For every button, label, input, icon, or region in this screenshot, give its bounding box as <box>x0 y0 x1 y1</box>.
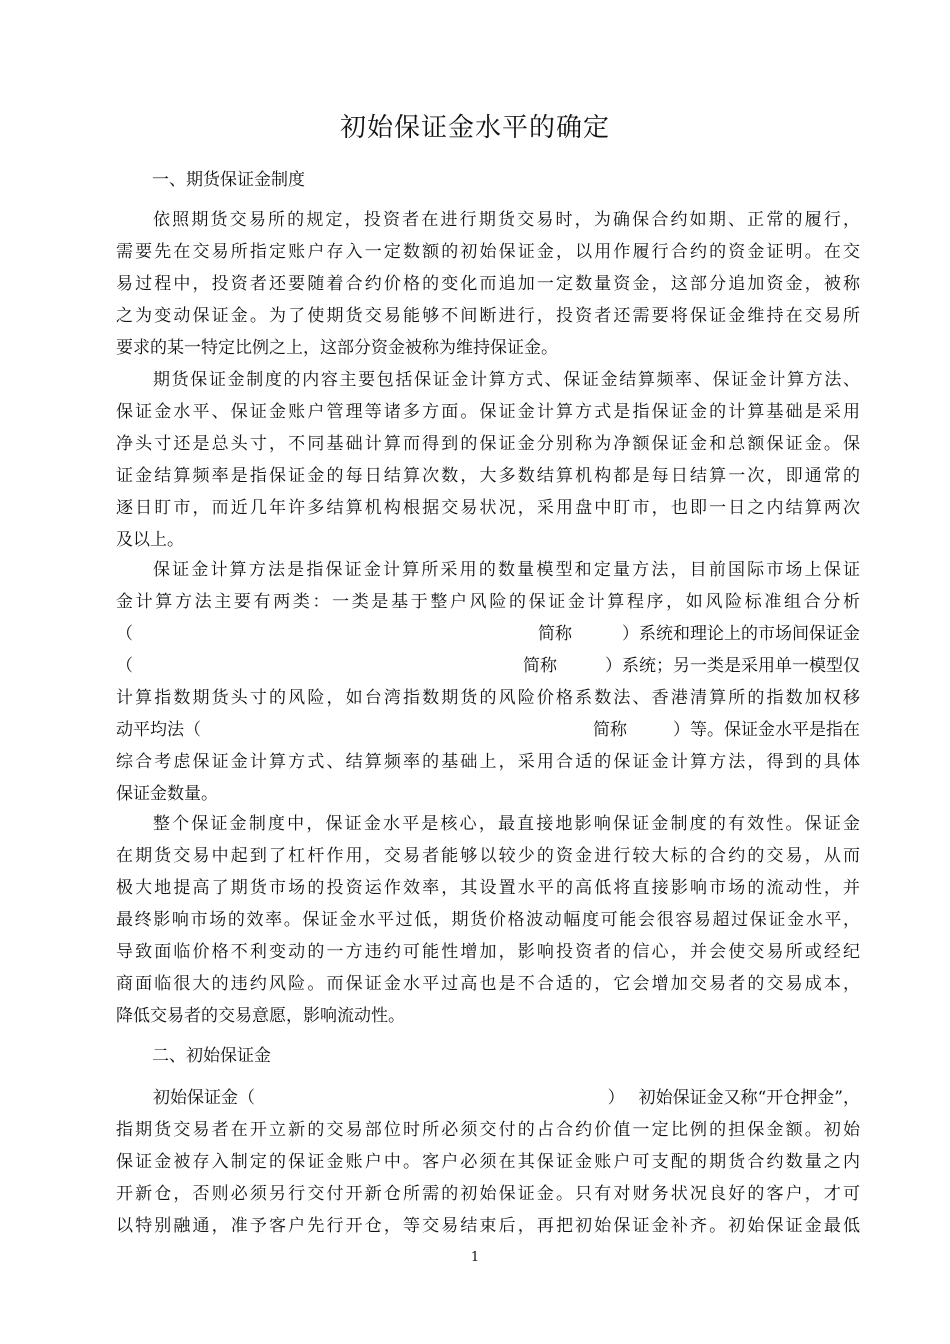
line-tail: 初始保证金又称“开仓押金”， <box>638 1088 860 1108</box>
abbr-label: 简称 <box>538 624 572 644</box>
paragraph-4 <box>116 808 860 1032</box>
paragraph-line: 净头寸还是总头寸，不同基础计算而得到的保证金分别称为净额保证金和总额保证金。保 <box>116 434 860 454</box>
paragraph-line: 开新仓，否则必须另行交付开新仓所需的初始保证金。只有对财务状况良好的客户，才可 <box>116 1184 860 1204</box>
paragraph-line-with-blank <box>116 650 860 682</box>
paragraph-line: 保证金数量。 <box>116 784 218 804</box>
paragraph-line: 计算指数期货头寸的风险，如台湾指数期货的风险价格系数法、香港清算所的指数加权移 <box>116 688 860 708</box>
paragraph-line: 及以上。 <box>116 530 184 550</box>
document-title: 初始保证金水平的确定 <box>339 113 610 143</box>
paragraph-line: 期货保证金制度的内容主要包括保证金计算方式、保证金结算频率、保证金计算方法、 <box>153 370 860 390</box>
paragraph-line: 最终影响市场的效率。保证金水平过低，期货价格波动幅度可能会很容易超过保证金水平， <box>116 910 860 930</box>
paragraph-line: 综合考虑保证金计算方式、结算频率的基础上，采用合适的保证金计算方法，得到的具体 <box>116 752 860 772</box>
paragraph-line: 以特别融通，准予客户先行开仓，等交易结束后，再把初始保证金补齐。初始保证金最低 <box>116 1216 860 1236</box>
paragraph-line: 金计算方法主要有两类：一类是基于整户风险的保证金计算程序，如风险标准组合分析 <box>116 592 860 612</box>
paragraph-line: 降低交易者的交易意愿，影响流动性。 <box>116 1006 405 1026</box>
paragraph-line: 证金结算频率是指保证金的每日结算次数，大多数结算机构都是每日结算一次，即通常的 <box>116 466 860 486</box>
page-number: 1 <box>470 1250 480 1265</box>
paragraph-line: 易过程中，投资者还要随着合约价格的变化而追加一定数量资金，这部分追加资金，被称 <box>116 274 860 294</box>
paragraph-line-with-blank <box>116 618 860 650</box>
paragraph-line: 指期货交易者在开立新的交易部位时所必须交付的占合约价值一定比例的担保金额。初始 <box>116 1120 860 1140</box>
paragraph-5 <box>116 1082 860 1242</box>
paragraph-line: 逐日盯市，而近几年许多结算机构根据交易状况，采用盘中盯市，也即一日之内结算两次 <box>116 498 860 518</box>
paragraph-line: 导致面临价格不利变动的一方违约可能性增加，影响投资者的信心，并会使交易所或经纪 <box>116 942 860 962</box>
paragraph-line: 保证金水平、保证金账户管理等诸多方面。保证金计算方式是指保证金的计算基础是采用 <box>116 402 860 422</box>
paragraph-line-with-blank <box>116 1082 860 1114</box>
paragraph-line: 极大地提高了期货市场的投资运作效率，其设置水平的高低将直接影响市场的流动性，并 <box>116 878 860 898</box>
abbr-label: 简称 <box>593 720 627 740</box>
paragraph-line: 依照期货交易所的规定，投资者在进行期货交易时，为确保合约如期、正常的履行， <box>153 210 860 230</box>
open-paren: （ <box>116 624 133 644</box>
paragraph-line: 保证金被存入制定的保证金账户中。客户必须在其保证金账户可支配的期货合约数量之内 <box>116 1152 860 1172</box>
line-head: 动平均法（ <box>116 720 201 740</box>
paragraph-line: 要求的某一特定比例之上，这部分资金被称为维持保证金。 <box>116 338 558 358</box>
open-paren: （ <box>116 656 133 676</box>
paragraph-line: 商面临很大的违约风险。而保证金水平过高也是不合适的，它会增加交易者的交易成本， <box>116 974 860 994</box>
section-heading-futures-margin-system: 一、期货保证金制度 <box>152 170 305 190</box>
paragraph-line: 在期货交易中起到了杠杆作用，交易者能够以较少的资金进行较大标的合约的交易，从而 <box>116 846 860 866</box>
line-head: 初始保证金（ <box>153 1088 255 1108</box>
paragraph-line: 之为变动保证金。为了使期货交易能够不间断进行，投资者还需要将保证金维持在交易所 <box>116 306 860 326</box>
line-tail: ）等。保证金水平是指在 <box>673 720 860 740</box>
paragraph-line: 需要先在交易所指定账户存入一定数额的初始保证金，以用作履行合约的资金证明。在交 <box>116 242 860 262</box>
line-tail: ）系统和理论上的市场间保证金 <box>622 624 860 644</box>
paragraph-line-with-blank <box>116 714 860 746</box>
paragraph-line: 整个保证金制度中，保证金水平是核心，最直接地影响保证金制度的有效性。保证金 <box>153 814 860 834</box>
line-tail: ）系统；另一类是采用单一模型仅 <box>605 656 860 676</box>
paragraph-1 <box>116 204 860 364</box>
abbr-label: 简称 <box>523 656 557 676</box>
close-paren: ） <box>607 1088 625 1108</box>
paragraph-2 <box>116 364 860 556</box>
paragraph-line: 保证金计算方法是指保证金计算所采用的数量模型和定量方法，目前国际市场上保证 <box>153 560 860 580</box>
section-heading-initial-margin: 二、初始保证金 <box>152 1046 271 1066</box>
paragraph-3 <box>116 554 860 810</box>
